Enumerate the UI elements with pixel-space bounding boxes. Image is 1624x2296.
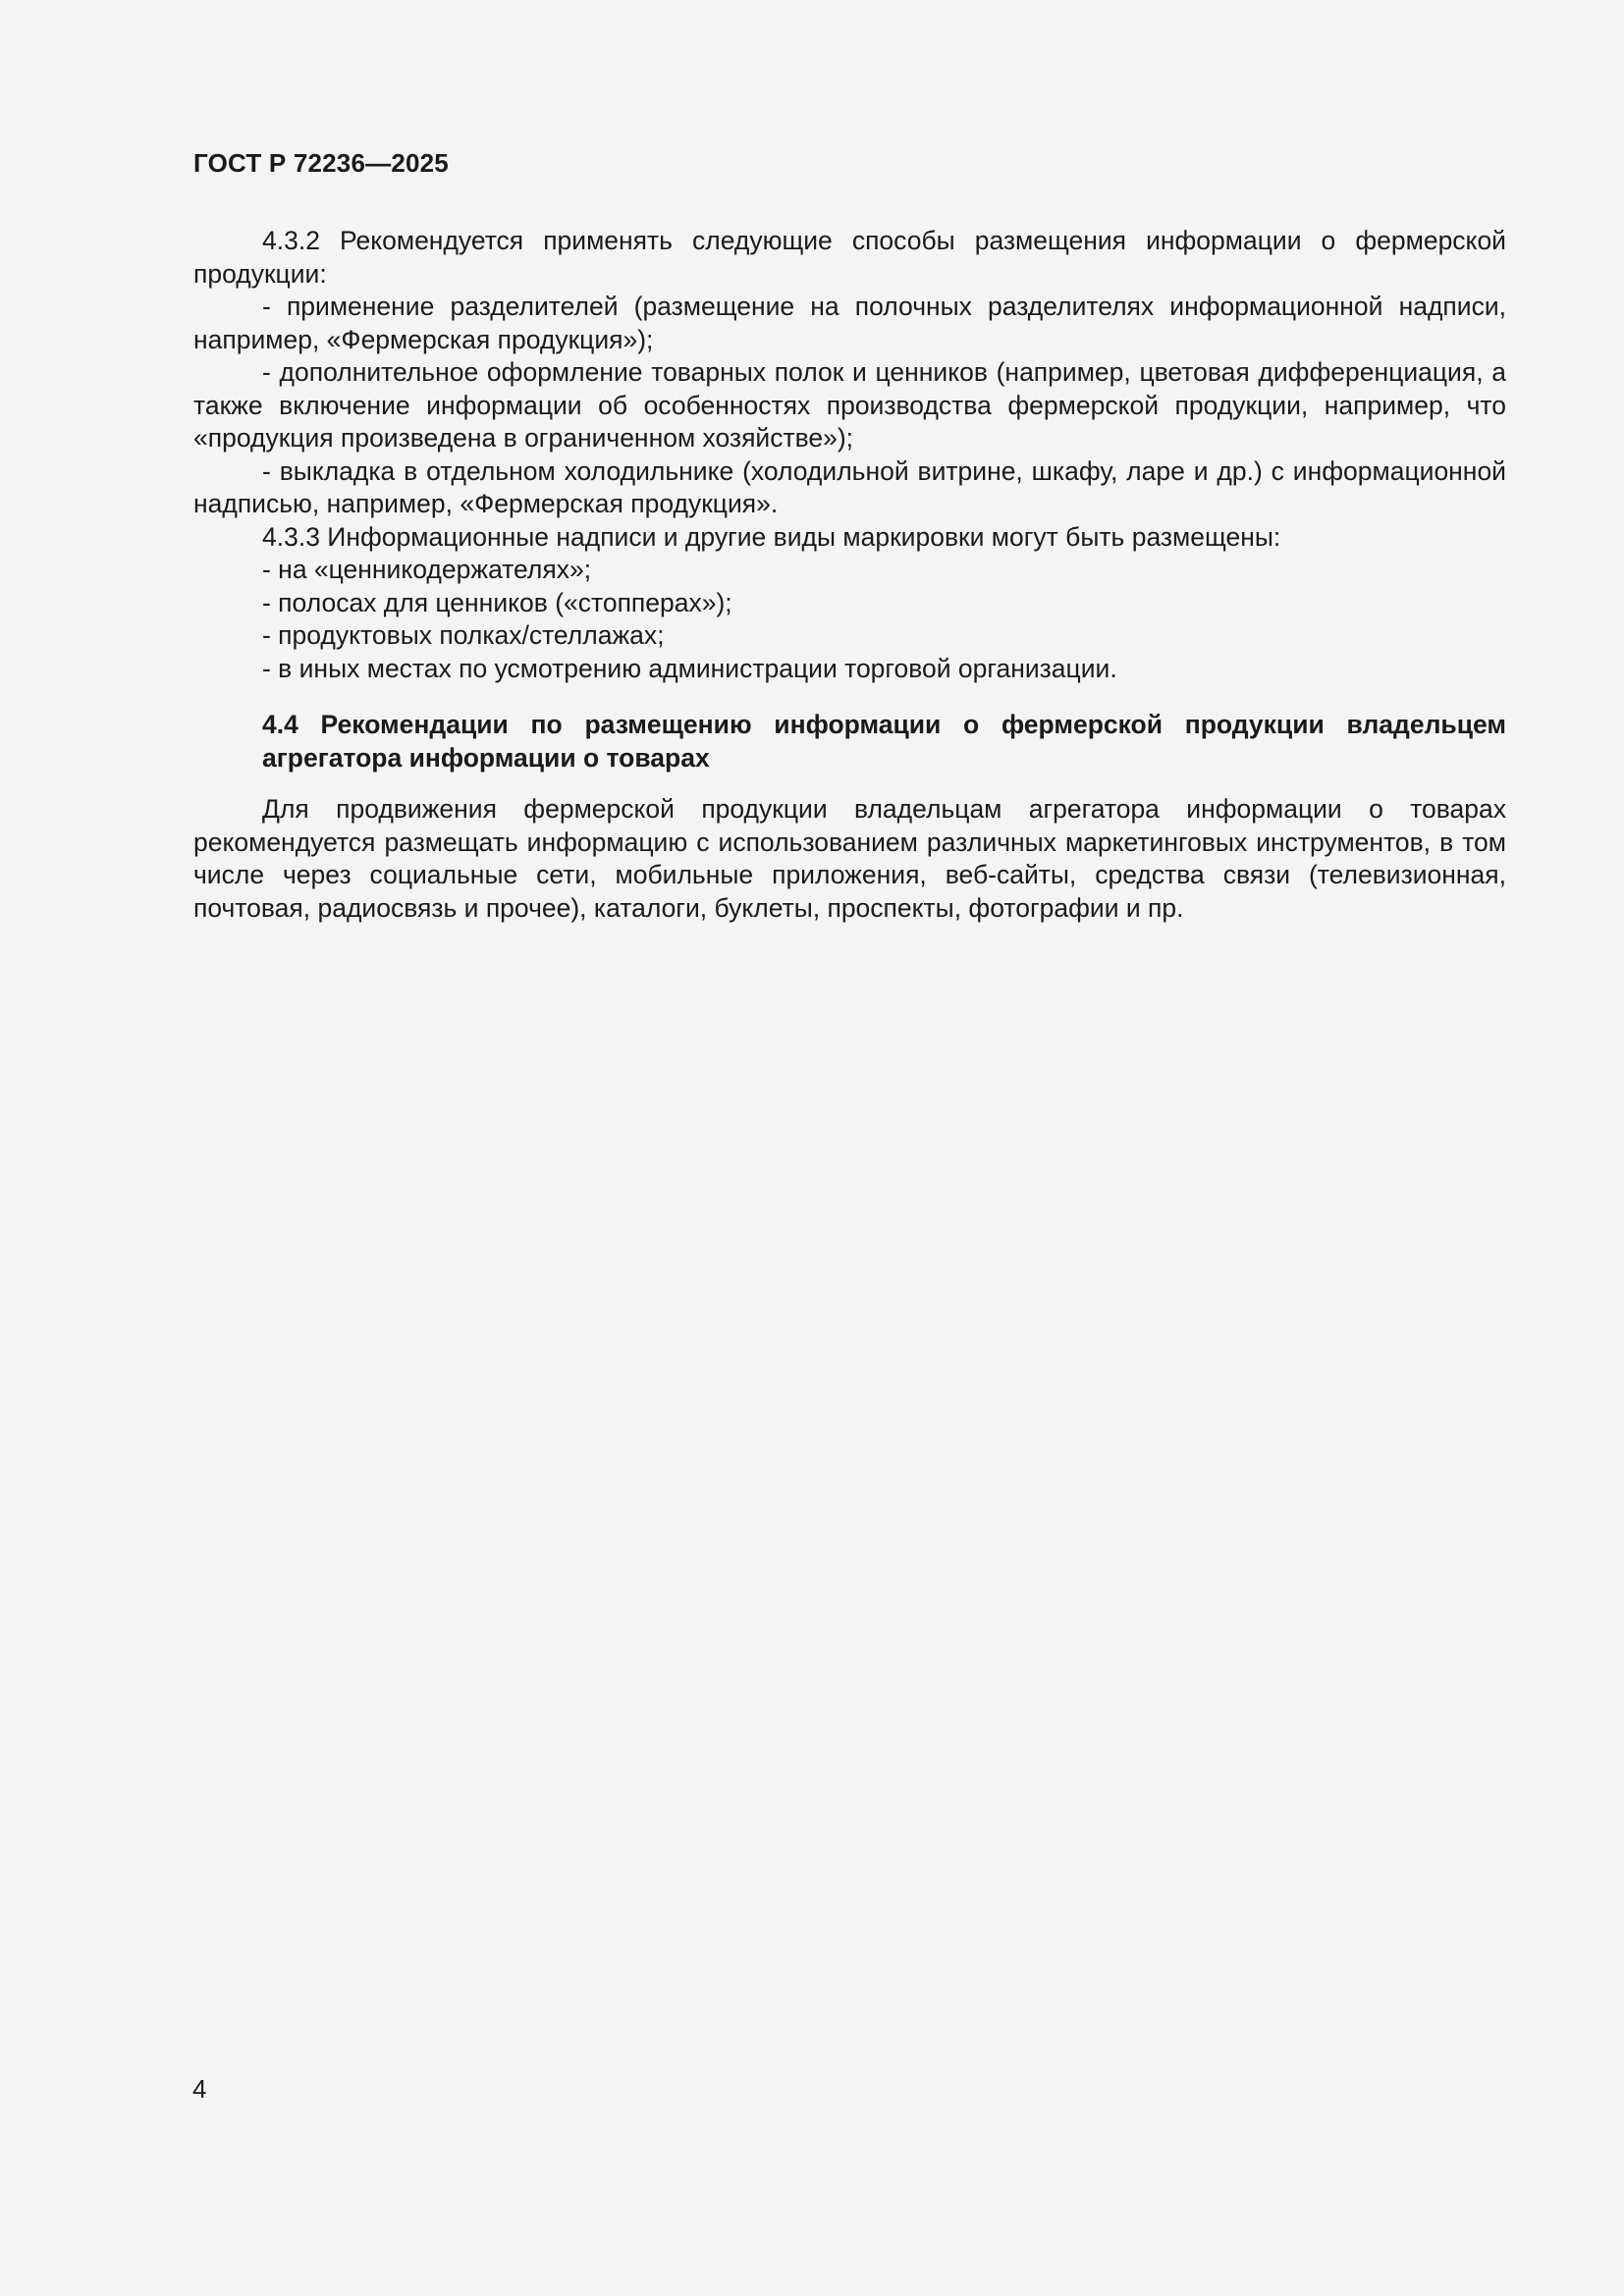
document-body xyxy=(193,225,1506,925)
clause-4-3-2-item-3: - выкладка в отдельном холодильнике (холодильной витрине, шкафу, ларе и др.) с информационной надписью, например, «Фермерская продукция». xyxy=(193,455,1506,518)
document-header-code: ГОСТ Р 72236—2025 xyxy=(193,148,449,178)
section-4-4-body: Для продвижения фермерской продукции владельцам агрегатора информации о товарах рекомендуется размещать информацию с использованием различных маркетинговых инструментов, в том числе через социальные сети, мобильные приложения, веб-сайты, средства связи (телевизионная, почтовая, радиосвязь и прочее), каталоги, буклеты, проспекты, фотографии и пр. xyxy=(193,794,1506,923)
page-number: 4 xyxy=(192,2074,207,2104)
section-4-4-heading: 4.4 Рекомендации по размещению информации о фермерской продукции владельцем агрегатора информации о товарах xyxy=(262,710,1506,773)
clause-4-3-2-item-1: - применение разделителей (размещение на полочных разделителях информационной надписи, например, «Фермерская продукция»); xyxy=(193,292,1506,354)
clause-4-3-3-item-4: - в иных местах по усмотрению администрации торговой организации. xyxy=(262,653,1117,683)
clause-4-3-3-intro: 4.3.3 Информационные надписи и другие виды маркировки могут быть размещены: xyxy=(262,521,1281,552)
clause-4-3-3-item-2: - полосах для ценников («стопперах»); xyxy=(262,587,732,617)
clause-4-3-3-item-3: - продуктовых полках/стеллажах; xyxy=(262,620,665,650)
clause-4-3-2-item-2: - дополнительное оформление товарных полок и ценников (например, цветовая дифференциация, а также включение информации об особенностях производства фермерской продукции, например, что «продукция произведена в ограниченном хозяйстве»); xyxy=(193,357,1506,453)
clause-4-3-3-item-1: - на «ценникодержателях»; xyxy=(262,555,592,584)
clause-4-3-2-intro: 4.3.2 Рекомендуется применять следующие способы размещения информации о фермерской продукции: xyxy=(193,226,1506,289)
